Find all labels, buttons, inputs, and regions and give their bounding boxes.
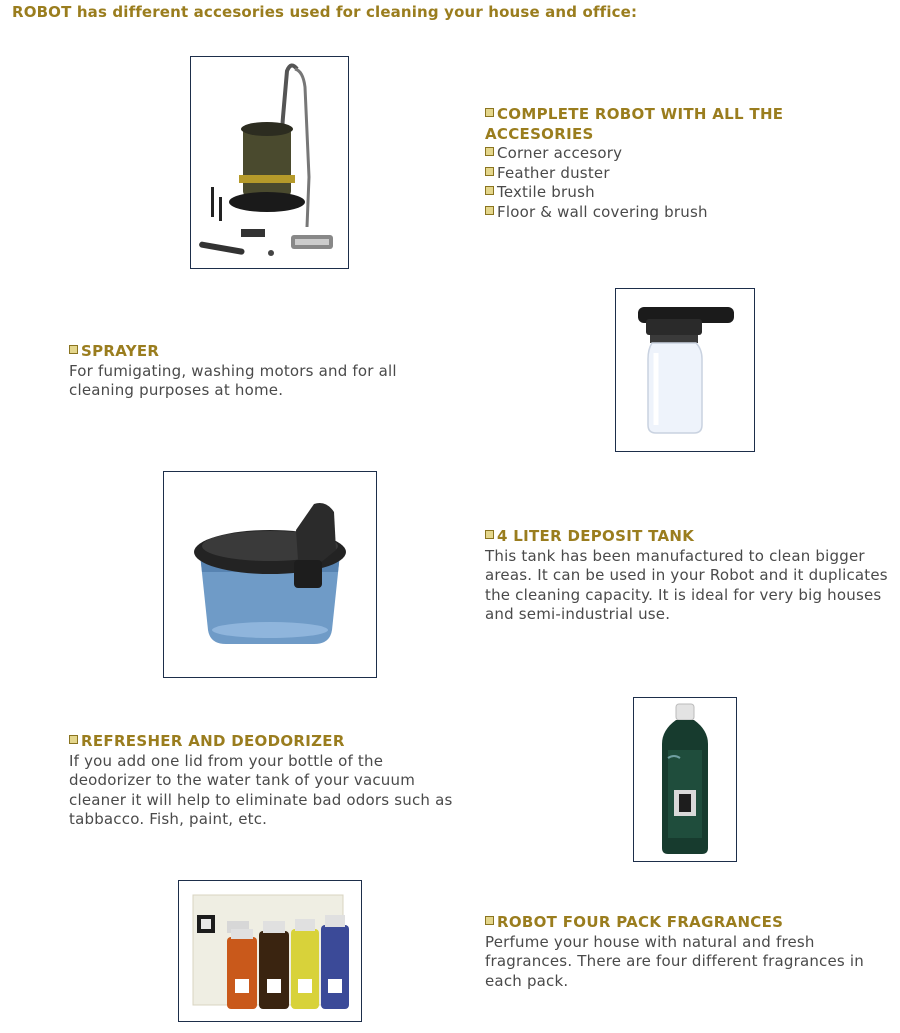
square-bullet-icon — [485, 147, 494, 156]
square-bullet-icon — [485, 108, 494, 117]
section-description: If you add one lid from your bottle of the deodorizer to the water tank of your vacuum cleaner it will help to eliminate bad odors such as tabbacco. Fish, paint, etc. — [69, 751, 453, 828]
square-bullet-icon — [69, 735, 78, 744]
section-complete — [485, 105, 815, 222]
section-fragrances — [485, 913, 893, 991]
section-title: COMPLETE ROBOT WITH ALL THE ACCESORIES — [485, 105, 784, 143]
list-item: Corner accesory — [485, 144, 815, 164]
sprayer-image — [615, 288, 755, 452]
section-title: 4 LITER DEPOSIT TANK — [485, 527, 893, 547]
section-description: Perfume your house with natural and fresh fragrances. There are four different fragrances in each pack. — [485, 932, 864, 990]
section-sprayer — [69, 342, 429, 401]
square-bullet-icon — [485, 167, 494, 176]
list-item: Textile brush — [485, 183, 815, 203]
list-item: Floor & wall covering brush — [485, 203, 815, 223]
section-title: REFRESHER AND DEODORIZER — [69, 732, 459, 752]
section-tank — [485, 527, 893, 625]
section-description: This tank has been manufactured to clean bigger areas. It can be used in your Robot and it duplicates the cleaning capacity. It is ideal for very big houses and semi-industrial use. — [485, 546, 888, 623]
section-description: For fumigating, washing motors and for all cleaning purposes at home. — [69, 361, 397, 399]
square-bullet-icon — [485, 186, 494, 195]
square-bullet-icon — [485, 206, 494, 215]
square-bullet-icon — [485, 916, 494, 925]
section-title: ROBOT FOUR PACK FRAGRANCES — [485, 913, 893, 933]
deodorizer-bottle-image — [633, 697, 737, 862]
fragrances-image — [178, 880, 362, 1022]
tank-image — [163, 471, 377, 678]
page-title: ROBOT has different accesories used for cleaning your house and office: — [12, 3, 638, 21]
vacuum-image — [190, 56, 349, 269]
square-bullet-icon — [69, 345, 78, 354]
square-bullet-icon — [485, 530, 494, 539]
section-title: SPRAYER — [69, 342, 429, 362]
list-item: Feather duster — [485, 164, 815, 184]
section-refresher — [69, 732, 459, 830]
